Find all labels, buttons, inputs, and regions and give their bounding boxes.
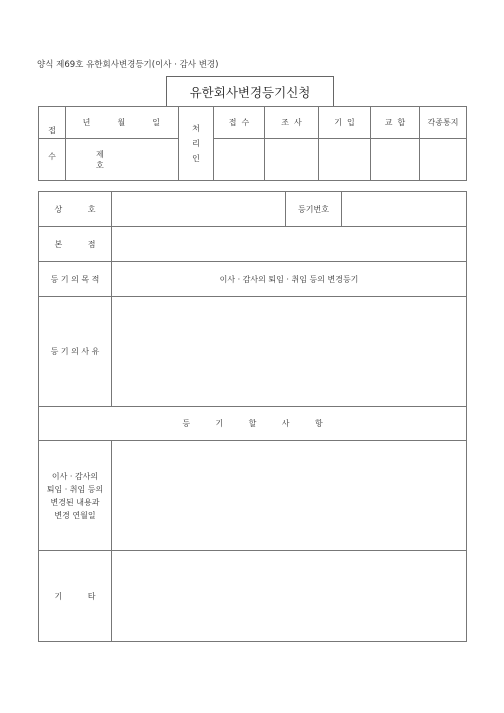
blank-inspect[interactable] bbox=[265, 139, 319, 181]
receipt-table bbox=[38, 106, 467, 181]
head-office-field[interactable] bbox=[112, 227, 467, 262]
change-field[interactable] bbox=[112, 441, 467, 551]
receipt-label-bottom: 수 bbox=[39, 139, 66, 181]
blank-notice[interactable] bbox=[420, 139, 467, 181]
receipt-label-top: 접 bbox=[39, 107, 66, 139]
reg-number-field[interactable] bbox=[342, 192, 467, 227]
receipt-number-cell bbox=[66, 139, 179, 181]
purpose-label: 등 기 의 목 적 bbox=[39, 262, 112, 297]
col-verify: 교 합 bbox=[371, 107, 420, 139]
month-label: 월 bbox=[117, 118, 126, 127]
receipt-date-cell bbox=[66, 107, 179, 139]
form-title: 유한회사변경등기신청 bbox=[166, 76, 334, 106]
col-inspect: 조 사 bbox=[265, 107, 319, 139]
blank-receipt[interactable] bbox=[214, 139, 265, 181]
company-name-field[interactable] bbox=[112, 192, 286, 227]
application-table bbox=[38, 191, 467, 642]
reason-label: 등 기 의 사 유 bbox=[39, 297, 112, 407]
matters-header: 등 기 할 사 항 bbox=[39, 407, 467, 441]
col-notice: 각종통지 bbox=[420, 107, 467, 139]
reason-field[interactable] bbox=[112, 297, 467, 407]
col-receipt: 접 수 bbox=[214, 107, 265, 139]
change-label: 이사 · 감사의 퇴임 · 취임 등의 변경된 내용과 변경 연월일 bbox=[39, 441, 112, 551]
head-office-label: 본 점 bbox=[39, 227, 112, 262]
col-entry: 기 입 bbox=[319, 107, 371, 139]
other-label: 기 타 bbox=[39, 551, 112, 642]
other-field[interactable] bbox=[112, 551, 467, 642]
blank-verify[interactable] bbox=[371, 139, 420, 181]
process-label: 처 리 인 bbox=[179, 107, 214, 181]
form-number-label: 양식 제69호 유한회사변경등기(이사 · 감사 변경) bbox=[37, 60, 219, 70]
number-suffix: 호 bbox=[96, 160, 104, 170]
day-label: 일 bbox=[152, 118, 160, 127]
purpose-value: 이사 · 감사의 퇴임 · 취임 등의 변경등기 bbox=[112, 262, 467, 297]
reg-number-label: 등기번호 bbox=[286, 192, 342, 227]
year-label: 년 bbox=[82, 118, 91, 127]
number-prefix: 제 bbox=[96, 149, 104, 159]
blank-entry[interactable] bbox=[319, 139, 371, 181]
company-name-label: 상 호 bbox=[39, 192, 112, 227]
